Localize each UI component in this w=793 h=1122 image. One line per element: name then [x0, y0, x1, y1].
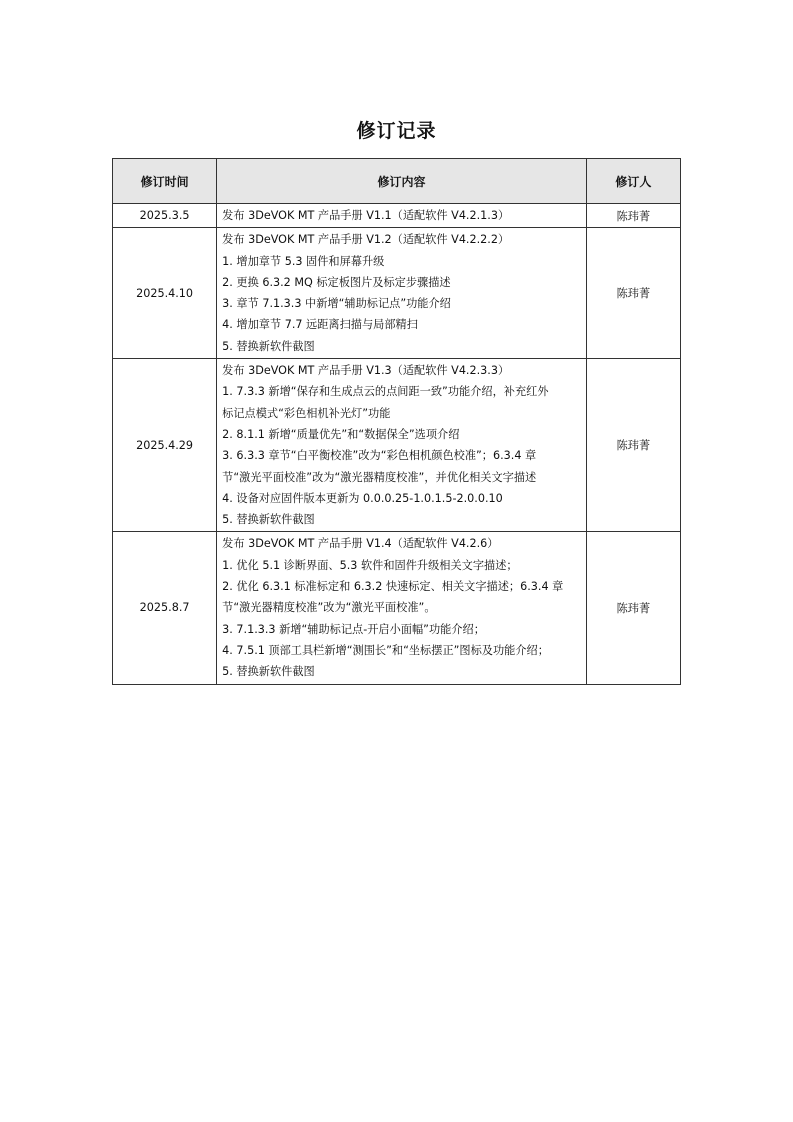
revision-content-line: 2. 8.1.1 新增“质量优先”和“数据保全”选项介绍	[222, 427, 460, 441]
revision-table	[112, 158, 681, 685]
revision-content-line: 4. 增加章节 7.7 远距离扫描与局部精扫	[222, 318, 418, 332]
revision-content-line: 1. 增加章节 5.3 固件和屏幕升级	[222, 254, 385, 268]
revision-content-line: 节“激光器精度校准”改为“激光平面校准”。	[222, 601, 436, 615]
revision-content	[217, 532, 587, 684]
revision-content-line: 3. 6.3.3 章节“白平衡校准”改为“彩色相机颜色校准”；6.3.4 章	[222, 449, 537, 463]
revision-author: 陈玮菁	[586, 204, 680, 228]
revision-author: 陈玮菁	[586, 532, 680, 684]
revision-content-line: 发布 3DeVOK MT 产品手册 V1.4（适配软件 V4.2.6）	[222, 537, 499, 551]
revision-content-line: 5. 替换新软件截图	[222, 513, 315, 527]
revision-content	[217, 204, 587, 228]
revision-date: 2025.4.29	[113, 359, 217, 532]
revision-date: 2025.3.5	[113, 204, 217, 228]
revision-content-line: 5. 替换新软件截图	[222, 665, 315, 679]
header-content: 修订内容	[217, 159, 587, 204]
table-row	[113, 228, 681, 359]
header-date: 修订时间	[113, 159, 217, 204]
revision-content-line: 3. 7.1.3.3 新增“辅助标记点-开启小面幅”功能介绍；	[222, 622, 485, 636]
revision-author: 陈玮菁	[586, 228, 680, 359]
revision-author: 陈玮菁	[586, 359, 680, 532]
revision-content-line: 1. 7.3.3 新增“保存和生成点云的点间距一致”功能介绍，补充红外	[222, 385, 549, 399]
table-header-row	[113, 159, 681, 204]
revision-content	[217, 228, 587, 359]
revision-content-line: 3. 章节 7.1.3.3 中新增“辅助标记点”功能介绍	[222, 297, 451, 311]
revision-content-line: 2. 更换 6.3.2 MQ 标定板图片及标定步骤描述	[222, 275, 451, 289]
table-row	[113, 359, 681, 532]
revision-content-line: 4. 7.5.1 顶部工具栏新增“测围长”和“坐标摆正”图标及功能介绍；	[222, 643, 549, 657]
revision-date: 2025.4.10	[113, 228, 217, 359]
table-row	[113, 204, 681, 228]
page-title: 修订记录	[356, 120, 437, 142]
revision-content-line: 发布 3DeVOK MT 产品手册 V1.1（适配软件 V4.2.1.3）	[222, 209, 510, 222]
revision-content-line: 2. 优化 6.3.1 标准标定和 6.3.2 快速标定、相关文字描述；6.3.4 章	[222, 580, 564, 594]
revision-content-line: 发布 3DeVOK MT 产品手册 V1.3（适配软件 V4.2.3.3）	[222, 364, 510, 378]
revision-date: 2025.8.7	[113, 532, 217, 684]
revision-content-line: 5. 替换新软件截图	[222, 339, 315, 353]
revision-content	[217, 359, 587, 532]
revision-content-line: 标记点模式“彩色相机补光灯”功能	[222, 406, 391, 420]
revision-content-line: 4. 设备对应固件版本更新为 0.0.0.25-1.0.1.5-2.0.0.10	[222, 491, 503, 505]
revision-content-line: 节“激光平面校准”改为“激光器精度校准”，并优化相关文字描述	[222, 470, 537, 484]
table-row	[113, 532, 681, 684]
header-author: 修订人	[586, 159, 680, 204]
revision-content-line: 发布 3DeVOK MT 产品手册 V1.2（适配软件 V4.2.2.2）	[222, 233, 510, 247]
revision-content-line: 1. 优化 5.1 诊断界面、5.3 软件和固件升级相关文字描述；	[222, 558, 518, 572]
revision-table-body	[113, 204, 681, 685]
